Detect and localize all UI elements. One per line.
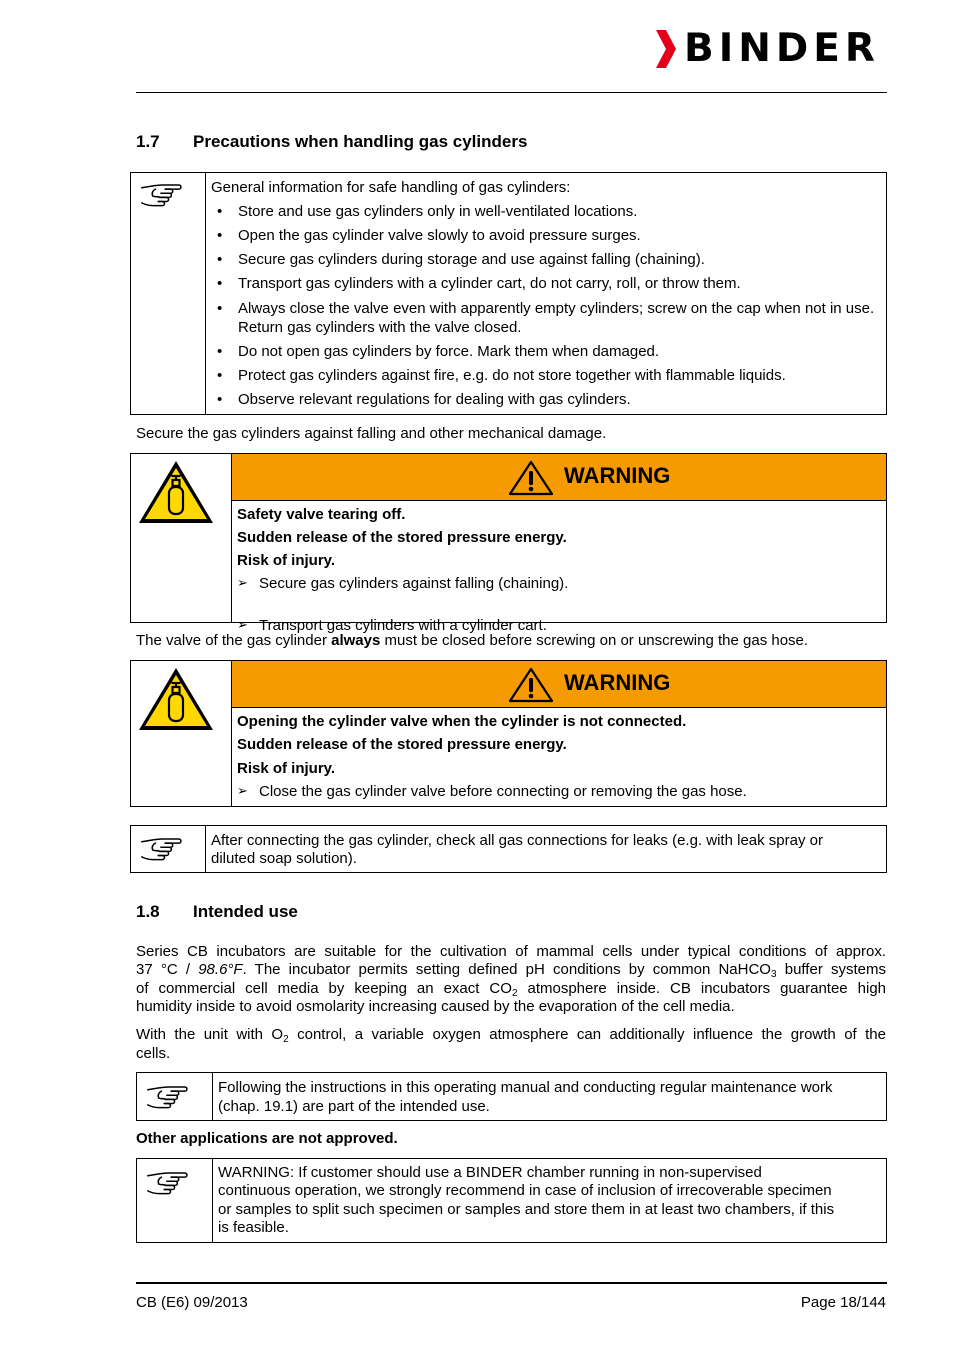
- brand-name: BINDER: [684, 26, 880, 71]
- footer-doc-id: CB (E6) 09/2013: [136, 1294, 248, 1311]
- warning-content: [232, 454, 886, 634]
- note-line: or samples to split such specimen or samples and store them in at least two chambers, if this: [218, 1201, 835, 1218]
- warning-banner: [232, 661, 886, 708]
- note-line: Following the instructions in this operating manual and conducting regular maintenance work: [218, 1079, 833, 1096]
- list-item: • Do not open gas cylinders by force. Mark them when damaged.: [211, 343, 882, 361]
- list-item: • Secure gas cylinders during storage and use against falling (chaining).: [211, 251, 882, 269]
- info-box-content: [207, 173, 886, 414]
- gas-cylinder-warning-icon: [136, 665, 216, 733]
- warning-banner: [232, 454, 886, 501]
- text-run: With the unit with O: [136, 1026, 284, 1043]
- section-number: 1.8: [136, 902, 160, 921]
- intended-use-para-line: [136, 961, 886, 979]
- note-box-leak-check: [130, 825, 887, 873]
- paragraph-valve: [136, 632, 808, 650]
- subscript: 2: [283, 1034, 289, 1045]
- warning-icon-cell: [131, 454, 232, 622]
- note-icon-cell: [137, 1073, 213, 1120]
- pointing-hand-icon: [139, 181, 183, 211]
- hazard-line: Opening the cylinder valve when the cylinder is not connected.: [237, 713, 687, 730]
- note-line: WARNING: If customer should use a BINDER chamber running in non-supervised: [218, 1164, 762, 1181]
- text-run: . The incubator permits setting defined pH conditions by common NaHCO: [242, 961, 771, 978]
- note-icon-cell: [131, 826, 206, 872]
- section-title: Intended use: [193, 902, 298, 921]
- list-item: • Protect gas cylinders against fire, e.g. do not store together with flammable liquids.: [211, 367, 882, 385]
- action-item: ➢ Secure gas cylinders against falling (chaining).: [237, 575, 891, 593]
- warning-box-cylinder-valve: [130, 660, 887, 807]
- section-number: 1.7: [136, 132, 160, 151]
- intended-use-para-line: Series CB incubators are suitable for the cultivation of mammal cells under typical conditions of approx.: [136, 943, 886, 960]
- text-run: control, a variable oxygen atmosphere can additionally influence the growth of the: [288, 1026, 886, 1043]
- fahrenheit-value: 98.6°F: [198, 961, 243, 978]
- list-item: • Open the gas cylinder valve slowly to avoid pressure surges.: [211, 227, 882, 245]
- warning-icon-cell: [131, 661, 232, 806]
- emphasis-always: always: [331, 632, 381, 649]
- note-line: is feasible.: [218, 1219, 289, 1236]
- note-line: continuous operation, we strongly recommend in case of inclusion of irrecoverable specimen: [218, 1182, 832, 1199]
- intended-use-para-line: humidity inside to avoid osmolarity increasing caused by the evaporation of the cell media.: [136, 998, 735, 1015]
- pointing-hand-icon: [145, 1083, 189, 1113]
- list-item: • Observe relevant regulations for dealing with gas cylinders.: [211, 391, 882, 409]
- warning-label: WARNING: [564, 463, 671, 488]
- risk-line: Risk of injury.: [237, 760, 336, 777]
- note-box-maintenance: [136, 1072, 887, 1121]
- text-run: must be closed before screwing on or unscrewing the gas hose.: [380, 632, 809, 649]
- text-run: of commercial cell media by keeping an exact CO: [136, 980, 512, 997]
- list-item: • Store and use gas cylinders only in well-ventilated locations.: [211, 203, 882, 221]
- warning-box-safety-valve: [130, 453, 887, 634]
- header-rule: [136, 92, 887, 93]
- paragraph-secure: Secure the gas cylinders against falling and other mechanical damage.: [136, 425, 607, 442]
- note-line: diluted soap solution).: [211, 850, 357, 867]
- footer-page-number: Page 18/144: [800, 1294, 886, 1311]
- warning-label: WARNING: [564, 670, 671, 695]
- gas-cylinder-warning-icon: [136, 458, 216, 526]
- hazard-line: Safety valve tearing off.: [237, 506, 406, 523]
- note-line: After connecting the gas cylinder, check all gas connections for leaks (e.g. with leak spray or: [211, 832, 823, 849]
- text-run: atmosphere inside. CB incubators guarantee high: [517, 980, 886, 997]
- not-approved-statement: Other applications are not approved.: [136, 1130, 398, 1147]
- consequence-line: Sudden release of the stored pressure energy.: [237, 529, 567, 546]
- note-line: (chap. 19.1) are part of the intended use.: [218, 1098, 490, 1115]
- warning-content: [232, 661, 886, 806]
- subscript: 3: [770, 969, 777, 980]
- list-item: • Always close the valve even with apparently empty cylinders; screw on the cap when not in use. Return gas cylinders with the valve closed.: [211, 299, 882, 337]
- info-intro: General information for safe handling of gas cylinders:: [211, 179, 571, 196]
- binder-logo: [654, 26, 890, 71]
- oxygen-para-line: cells.: [136, 1045, 171, 1062]
- action-item: ➢ Transport gas cylinders with a cylinder cart.: [237, 617, 891, 635]
- intended-use-para-line: [136, 980, 886, 998]
- footer-rule: [136, 1282, 887, 1284]
- risk-line: Risk of injury.: [237, 552, 336, 569]
- oxygen-para-line: [136, 1026, 886, 1044]
- exclamation-triangle-icon: [508, 460, 554, 496]
- text-run: buffer systems: [776, 961, 886, 978]
- pointing-hand-icon: [139, 835, 183, 865]
- note-icon-cell: [131, 173, 206, 414]
- exclamation-triangle-icon: [508, 667, 554, 703]
- section-title: Precautions when handling gas cylinders: [193, 132, 528, 151]
- note-icon-cell: [137, 1159, 213, 1242]
- text-run: 37 °C /: [136, 961, 199, 978]
- subscript: 2: [511, 988, 518, 999]
- note-box-non-supervised: [136, 1158, 887, 1243]
- gas-cylinder-info-box: [130, 172, 887, 415]
- consequence-line: Sudden release of the stored pressure energy.: [237, 736, 567, 753]
- pointing-hand-icon: [145, 1169, 189, 1199]
- action-item: ➢ Close the gas cylinder valve before connecting or removing the gas hose.: [237, 783, 891, 801]
- list-item: • Transport gas cylinders with a cylinder cart, do not carry, roll, or throw them.: [211, 275, 882, 293]
- text-run: The valve of the gas cylinder: [136, 632, 332, 649]
- binder-chevron-icon: [654, 30, 676, 68]
- info-bullet-list: [211, 203, 882, 409]
